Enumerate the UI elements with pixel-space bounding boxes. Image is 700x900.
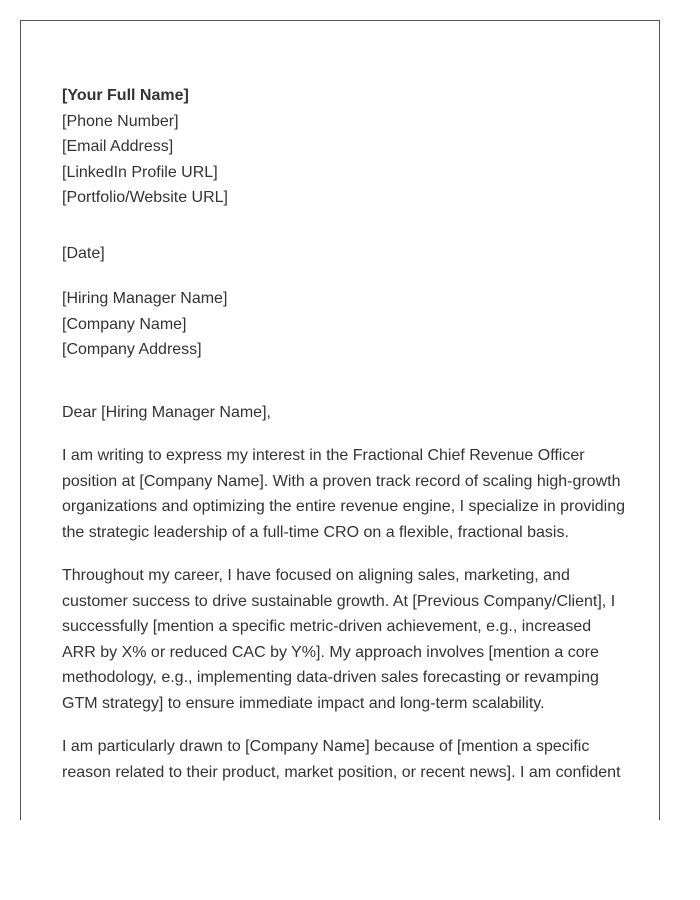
recipient-block: [62, 286, 632, 363]
sender-linkedin: [LinkedIn Profile URL]: [62, 163, 218, 181]
sender-website: [Portfolio/Website URL]: [62, 189, 228, 206]
recipient-company: [Company Name]: [62, 315, 187, 333]
letter-content: [62, 83, 632, 785]
paragraph-experience: Throughout my career, I have focused on aligning sales, marketing, and customer success to drive sustainable growth. At [Previous Company/Client], I successfully [mention a specific metric-driven achievement, e.g., increased ARR by X% or reduced CAC by Y%]. My approach involves [mention a core methodology, e.g., implementing data-driven sales forecasting or revamping GTM strategy] to ensure immediate impact and long-term scalability.: [62, 567, 616, 712]
recipient-address: [Company Address]: [62, 341, 202, 358]
letter-date: [Date]: [62, 244, 105, 262]
letter-page: [20, 20, 660, 820]
sender-name: [Your Full Name]: [62, 87, 189, 104]
sender-email: [Email Address]: [62, 138, 174, 155]
sender-phone: [Phone Number]: [62, 112, 179, 130]
salutation: Dear [Hiring Manager Name],: [62, 403, 271, 421]
paragraph-intro: I am writing to express my interest in the Fractional Chief Revenue Officer position at [Company Name]. With a proven track record of scaling high-growth organizations and optimizing the entire revenue engine, I specialize in providing the strategic leadership of a full-time CRO on a flexible, fractional basis.: [62, 447, 626, 541]
recipient-manager: [Hiring Manager Name]: [62, 290, 228, 307]
sender-block: [62, 83, 632, 211]
paragraph-motivation: I am particularly drawn to [Company Name] because of [mention a specific reason related to their product, market position, or recent news]. I am confident: [62, 738, 621, 781]
